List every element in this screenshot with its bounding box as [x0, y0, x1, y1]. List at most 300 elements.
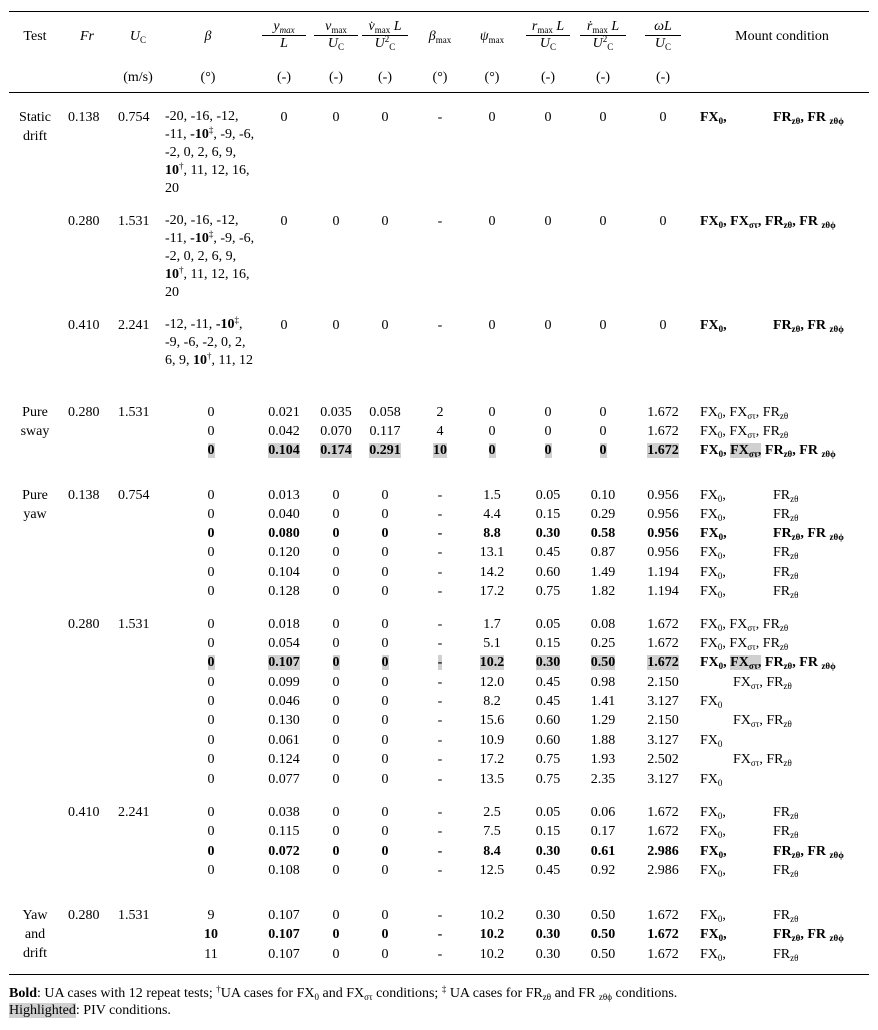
psimax-cell: 8.4	[483, 844, 501, 859]
omega-cell: 1.672	[647, 655, 679, 670]
vdot-cell: 0	[381, 636, 389, 651]
footnote-2: Highlighted: PIV conditions.	[9, 1003, 171, 1018]
vdot-cell: 0	[381, 844, 389, 859]
rmax-cell: 0.75	[535, 752, 561, 767]
betamax-cell: -	[437, 584, 443, 599]
vdot-cell: 0	[381, 507, 389, 522]
ymax-cell: 0.128	[268, 584, 300, 599]
unit-ymax: (-)	[277, 70, 291, 85]
betamax-cell: -	[437, 824, 443, 839]
vmax-cell: 0	[332, 617, 340, 632]
mount-cell: $FX_0$	[700, 733, 723, 749]
rmax-cell: 0	[544, 318, 552, 333]
vdot-cell: 0.117	[369, 424, 401, 439]
beta-cell: 0	[207, 675, 215, 690]
beta-list: -12, -11, -10‡, -9, -6, -2, 0, 2, 6, 9, 10†, 11, 12	[165, 315, 253, 368]
vmax-cell: 0	[332, 636, 340, 651]
unit-vdot: (-)	[378, 70, 392, 85]
beta-cell: 0	[207, 488, 215, 503]
rmax-cell: 0	[544, 214, 552, 229]
ymax-cell: 0.130	[268, 713, 300, 728]
mount-cell: $FX_0$, $FX_{\sigma\tau}$, $FR_{z\theta}$	[700, 617, 789, 633]
betamax-cell: -	[437, 507, 443, 522]
group-pure-yaw: Pure yaw	[22, 488, 48, 522]
rdot-cell: 2.35	[590, 772, 616, 787]
uc-cell: 1.531	[118, 617, 150, 632]
beta-cell: 0	[207, 824, 215, 839]
psimax-cell: 1.7	[483, 617, 501, 632]
psimax-cell: 8.8	[483, 526, 501, 541]
rdot-cell: 1.41	[590, 694, 616, 709]
beta-cell: 0	[207, 424, 215, 439]
rmax-cell: 0	[544, 405, 552, 420]
vmax-cell: 0	[332, 545, 340, 560]
rdot-cell: 0.92	[590, 863, 616, 878]
omega-cell: 0	[659, 214, 667, 229]
betamax-cell: -	[437, 565, 443, 580]
fr-cell: 0.280	[68, 908, 100, 923]
rmax-cell: 0.75	[535, 584, 561, 599]
betamax-cell: -	[437, 805, 443, 820]
mount-cell: $FX_0$	[700, 772, 723, 788]
mount-cell: $FR_{z\theta}$	[773, 584, 799, 600]
ymax-cell: 0.115	[268, 824, 300, 839]
omega-cell: 3.127	[647, 694, 679, 709]
rmax-cell: 0.15	[535, 507, 561, 522]
ymax-cell: 0.124	[268, 752, 300, 767]
rdot-cell: 0	[599, 110, 607, 125]
psimax-cell: 0	[488, 443, 496, 458]
psimax-cell: 4.4	[483, 507, 501, 522]
beta-cell: 0	[207, 545, 215, 560]
uc-cell: 2.241	[118, 805, 150, 820]
psimax-cell: 12.5	[479, 863, 505, 878]
mount-cell: $FX_0$	[700, 694, 723, 710]
rdot-cell: 0.87	[590, 545, 616, 560]
rmax-cell: 0.45	[535, 694, 561, 709]
mount-cell: $FX_0$,	[700, 844, 727, 860]
uc-cell: 1.531	[118, 405, 150, 420]
omega-cell: 1.194	[647, 584, 679, 599]
header-rdot: ṙ$_{max}$ L $U^2_C$	[580, 19, 626, 52]
omega-cell: 1.672	[647, 805, 679, 820]
psimax-cell: 7.5	[483, 824, 501, 839]
header-test: Test	[23, 29, 47, 44]
uc-cell: 0.754	[118, 110, 150, 125]
mount-cell: $FR_{z\theta}$	[773, 947, 799, 963]
vmax-cell: 0	[332, 863, 340, 878]
mount-cell: $FX_0$,	[700, 488, 726, 504]
rmax-cell: 0.15	[535, 824, 561, 839]
ymax-cell: 0.061	[268, 733, 300, 748]
psimax-cell: 15.6	[479, 713, 505, 728]
psimax-cell: 0	[488, 110, 496, 125]
betamax-cell: -	[437, 545, 443, 560]
rmax-cell: 0.75	[535, 772, 561, 787]
beta-cell: 0	[207, 863, 215, 878]
mount-cell: $FX_0$,	[700, 584, 726, 600]
rdot-cell: 0.50	[590, 927, 616, 942]
beta-cell: 0	[207, 526, 215, 541]
mount-cell: $FR_{z\theta}$	[773, 863, 799, 879]
header-vmax: $v_{max}$ $U_C$	[314, 19, 358, 52]
header-ymax: $y_{max}$ L	[262, 19, 306, 52]
vmax-cell: 0	[332, 713, 340, 728]
mount-cell: $FR_{z\theta}$	[773, 565, 799, 581]
ymax-cell: 0.107	[268, 927, 300, 942]
psimax-cell: 13.5	[479, 772, 505, 787]
omega-cell: 2.986	[647, 844, 679, 859]
ymax-cell: 0.107	[268, 908, 300, 923]
vmax-cell: 0	[332, 927, 340, 942]
mount-cell: $FX_0$, $FX_{\sigma\tau}$, $FR_{z\theta}$	[700, 636, 789, 652]
betamax-cell: -	[437, 863, 443, 878]
vdot-cell: 0	[381, 694, 389, 709]
vdot-cell: 0	[381, 545, 389, 560]
rmax-cell: 0.30	[535, 908, 561, 923]
rdot-cell: 0.17	[590, 824, 616, 839]
group-static-drift: Static drift	[19, 110, 51, 144]
beta-cell: 0	[207, 507, 215, 522]
mount-cell: $FR_{z\theta}$	[773, 824, 799, 840]
vdot-cell: 0	[381, 824, 389, 839]
ymax-cell: 0.038	[268, 805, 300, 820]
unit-vmax: (-)	[329, 70, 343, 85]
omega-cell: 2.150	[647, 675, 679, 690]
vdot-cell: 0	[381, 927, 389, 942]
omega-cell: 3.127	[647, 733, 679, 748]
omega-cell: 1.672	[647, 405, 679, 420]
betamax-cell: -	[437, 675, 443, 690]
omega-cell: 1.194	[647, 565, 679, 580]
vdot-cell: 0	[381, 565, 389, 580]
vmax-cell: 0	[332, 318, 340, 333]
beta-cell: 0	[207, 752, 215, 767]
psimax-cell: 14.2	[479, 565, 505, 580]
mount-cell: $FX_0$,	[700, 507, 726, 523]
psimax-cell: 10.2	[479, 655, 505, 670]
ymax-cell: 0.046	[268, 694, 300, 709]
rdot-cell: 1.29	[590, 713, 616, 728]
psimax-cell: 0	[488, 214, 496, 229]
ymax-cell: 0.099	[268, 675, 300, 690]
ymax-cell: 0.104	[268, 443, 300, 458]
vmax-cell: 0	[332, 824, 340, 839]
vdot-cell: 0	[381, 805, 389, 820]
fr-cell: 0.280	[68, 405, 100, 420]
psimax-cell: 12.0	[479, 675, 505, 690]
rmax-cell: 0.60	[535, 733, 561, 748]
mount-cell: $FR_{z\theta}$, FR $_{z\theta\phi}$	[773, 927, 844, 943]
betamax-cell: 10	[433, 443, 447, 458]
rmax-cell: 0.30	[535, 844, 561, 859]
vdot-cell: 0	[381, 584, 389, 599]
betamax-cell: 2	[436, 405, 444, 420]
rdot-cell: 0.10	[590, 488, 616, 503]
fr-cell: 0.280	[68, 214, 100, 229]
header-beta-unit: (°)	[200, 70, 216, 85]
psimax-cell: 0	[488, 424, 496, 439]
beta-cell: 0	[207, 617, 215, 632]
vdot-cell: 0	[381, 214, 389, 229]
rmax-cell: 0.05	[535, 805, 561, 820]
omega-cell: 1.672	[647, 908, 679, 923]
mount-cell: $FX_0$, $FX_{\sigma\tau}$, $FR_{z\theta}$, FR $_{z\theta\phi}$	[700, 655, 836, 671]
omega-cell: 1.672	[647, 824, 679, 839]
rmax-cell: 0.45	[535, 863, 561, 878]
group-yaw-and-drift: Yaw and drift	[22, 908, 48, 961]
betamax-cell: -	[437, 617, 443, 632]
beta-cell: 0	[207, 694, 215, 709]
betamax-cell: -	[437, 713, 443, 728]
table-header-rule	[9, 92, 869, 93]
psimax-cell: 13.1	[479, 545, 505, 560]
unit-rdot: (-)	[596, 70, 610, 85]
fr-cell: 0.138	[68, 488, 100, 503]
ymax-cell: 0.077	[268, 772, 300, 787]
betamax-cell: -	[437, 526, 443, 541]
beta-list: -20, -16, -12, -11, -10‡, -9, -6, -2, 0, 2, 6, 9, 10†, 11, 12, 16, 20	[165, 213, 255, 300]
mount-cell: $FX_0$, $FX_{\sigma\tau}$, $FR_{z\theta}$, FR $_{z\theta\phi}$	[700, 443, 836, 459]
vmax-cell: 0	[332, 214, 340, 229]
omega-cell: 0	[659, 110, 667, 125]
ymax-cell: 0.021	[268, 405, 300, 420]
omega-cell: 2.986	[647, 863, 679, 878]
omega-cell: 0.956	[647, 545, 679, 560]
vdot-cell: 0	[381, 675, 389, 690]
ymax-cell: 0.108	[268, 863, 300, 878]
uc-cell: 0.754	[118, 488, 150, 503]
ymax-cell: 0.013	[268, 488, 300, 503]
psimax-cell: 10.2	[479, 927, 505, 942]
psimax-cell: 17.2	[479, 752, 505, 767]
rdot-cell: 0	[599, 443, 607, 458]
betamax-cell: -	[437, 110, 443, 125]
rmax-cell: 0.30	[535, 947, 561, 962]
vdot-cell: 0	[381, 617, 389, 632]
mount-cell: $FR_{z\theta}$, FR $_{z\theta\phi}$	[773, 526, 844, 542]
psimax-cell: 17.2	[479, 584, 505, 599]
beta-cell: 0	[207, 405, 215, 420]
omega-cell: 0.956	[647, 488, 679, 503]
ymax-cell: 0.107	[268, 947, 300, 962]
fr-cell: 0.280	[68, 617, 100, 632]
rmax-cell: 0.60	[535, 565, 561, 580]
unit-rmax: (-)	[541, 70, 555, 85]
rmax-cell: 0.05	[535, 617, 561, 632]
omega-cell: 1.672	[647, 636, 679, 651]
ymax-cell: 0	[280, 318, 288, 333]
vdot-cell: 0	[381, 655, 389, 670]
betamax-cell: -	[437, 214, 443, 229]
mount-cell: $FX_0$,	[700, 318, 727, 334]
psimax-cell: 0	[488, 318, 496, 333]
header-uc-unit: (m/s)	[123, 70, 153, 85]
omega-cell: 0.956	[647, 526, 679, 541]
mount-cell: $FR_{z\theta}$	[773, 545, 799, 561]
fr-cell: 0.138	[68, 110, 100, 125]
vmax-cell: 0.174	[320, 443, 352, 458]
psimax-cell: 8.2	[483, 694, 501, 709]
ymax-cell: 0	[280, 214, 288, 229]
vmax-cell: 0	[332, 752, 340, 767]
header-psimax: $\psi_{max}$	[479, 29, 505, 45]
betamax-cell: -	[437, 318, 443, 333]
beta-cell: 0	[207, 713, 215, 728]
mount-cell: $FX_0$,	[700, 947, 726, 963]
rdot-cell: 0.98	[590, 675, 616, 690]
fr-cell: 0.410	[68, 318, 100, 333]
vmax-cell: 0	[332, 655, 340, 670]
mount-cell: $FX_0$, $FX_{\sigma\tau}$, $FR_{z\theta}$	[700, 405, 789, 421]
rmax-cell: 0.60	[535, 713, 561, 728]
beta-list: -20, -16, -12, -11, -10‡, -9, -6, -2, 0, 2, 6, 9, 10†, 11, 12, 16, 20	[165, 109, 255, 196]
vmax-cell: 0	[332, 694, 340, 709]
omega-cell: 0	[659, 318, 667, 333]
mount-cell: $FX_0$, $FX_{\sigma\tau}$, $FR_{z\theta}$	[700, 424, 789, 440]
vdot-cell: 0.058	[369, 405, 401, 420]
mount-cell: $FR_{z\theta}$	[773, 488, 799, 504]
fr-cell: 0.410	[68, 805, 100, 820]
rdot-cell: 0.58	[590, 526, 616, 541]
mount-cell: $FX_{\sigma\tau}$, $FR_{z\theta}$	[733, 675, 792, 691]
vmax-cell: 0	[332, 675, 340, 690]
vmax-cell: 0	[332, 565, 340, 580]
mount-cell: $FX_{\sigma\tau}$, $FR_{z\theta}$	[733, 752, 792, 768]
rdot-cell: 1.82	[590, 584, 616, 599]
betamax-cell: -	[437, 908, 443, 923]
unit-omega: (-)	[656, 70, 670, 85]
beta-cell: 0	[207, 733, 215, 748]
omega-cell: 3.127	[647, 772, 679, 787]
rmax-cell: 0	[544, 110, 552, 125]
header-betamax: $\beta_{max}$	[428, 29, 452, 45]
ymax-cell: 0.018	[268, 617, 300, 632]
omega-cell: 0.956	[647, 507, 679, 522]
mount-cell: $FX_0$,	[700, 565, 726, 581]
betamax-cell: -	[437, 752, 443, 767]
betamax-cell: -	[437, 927, 443, 942]
beta-cell: 11	[204, 947, 218, 962]
mount-cell: $FX_0$,	[700, 863, 726, 879]
ymax-cell: 0.040	[268, 507, 300, 522]
rdot-cell: 0.50	[590, 947, 616, 962]
beta-cell: 0	[207, 584, 215, 599]
ymax-cell: 0	[280, 110, 288, 125]
vdot-cell: 0	[381, 863, 389, 878]
ymax-cell: 0.054	[268, 636, 300, 651]
omega-cell: 1.672	[647, 617, 679, 632]
vmax-cell: 0.035	[320, 405, 352, 420]
ymax-cell: 0.072	[268, 844, 300, 859]
vmax-cell: 0	[332, 947, 340, 962]
unit-betamax: (°)	[432, 70, 448, 85]
vmax-cell: 0	[332, 908, 340, 923]
vmax-cell: 0	[332, 507, 340, 522]
uc-cell: 1.531	[118, 214, 150, 229]
ymax-cell: 0.107	[268, 655, 300, 670]
ymax-cell: 0.042	[268, 424, 300, 439]
beta-cell: 9	[207, 908, 215, 923]
rdot-cell: 0	[599, 318, 607, 333]
betamax-cell: 4	[436, 424, 444, 439]
rmax-cell: 0.30	[535, 526, 561, 541]
rmax-cell: 0	[544, 443, 552, 458]
mount-cell: $FX_0$,	[700, 526, 727, 542]
psimax-cell: 5.1	[483, 636, 501, 651]
vmax-cell: 0	[332, 733, 340, 748]
vmax-cell: 0.070	[320, 424, 352, 439]
vmax-cell: 0	[332, 584, 340, 599]
rdot-cell: 0	[599, 405, 607, 420]
mount-cell: $FR_{z\theta}$, FR $_{z\theta\phi}$	[773, 318, 844, 334]
psimax-cell: 10.9	[479, 733, 505, 748]
header-vdot: $v̇_{max}$ L $U^2_C$	[362, 19, 408, 52]
psimax-cell: 10.2	[479, 908, 505, 923]
vdot-cell: 0	[381, 713, 389, 728]
mount-cell: $FX_0$,	[700, 927, 727, 943]
mount-cell: $FX_0$,	[700, 805, 726, 821]
uc-cell: 2.241	[118, 318, 150, 333]
mount-cell: $FX_0$,	[700, 824, 726, 840]
betamax-cell: -	[437, 488, 443, 503]
betamax-cell: -	[437, 636, 443, 651]
beta-cell: 0	[207, 772, 215, 787]
rdot-cell: 1.93	[590, 752, 616, 767]
vmax-cell: 0	[332, 844, 340, 859]
rmax-cell: 0.05	[535, 488, 561, 503]
rdot-cell: 0	[599, 424, 607, 439]
mount-cell: $FR_{z\theta}$	[773, 507, 799, 523]
rdot-cell: 0.50	[590, 908, 616, 923]
omega-cell: 2.502	[647, 752, 679, 767]
vmax-cell: 0	[332, 110, 340, 125]
omega-cell: 1.672	[647, 443, 679, 458]
psimax-cell: 1.5	[483, 488, 501, 503]
rmax-cell: 0.45	[535, 545, 561, 560]
mount-cell: $FX_0$, $FX_{\sigma\tau}$, $FR_{z\theta}$, FR $_{z\theta\phi}$	[700, 214, 836, 230]
omega-cell: 2.150	[647, 713, 679, 728]
beta-cell: 0	[207, 636, 215, 651]
betamax-cell: -	[437, 844, 443, 859]
uc-cell: 1.531	[118, 908, 150, 923]
rdot-cell: 0	[599, 214, 607, 229]
beta-cell: 0	[207, 805, 215, 820]
table-bottom-rule	[9, 974, 869, 975]
rdot-cell: 1.49	[590, 565, 616, 580]
omega-cell: 1.672	[647, 947, 679, 962]
ymax-cell: 0.104	[268, 565, 300, 580]
beta-cell: 0	[207, 565, 215, 580]
vdot-cell: 0	[381, 947, 389, 962]
betamax-cell: -	[437, 733, 443, 748]
mount-cell: $FX_0$,	[700, 545, 726, 561]
rdot-cell: 0.50	[590, 655, 616, 670]
ymax-cell: 0.080	[268, 526, 300, 541]
header-fr: Fr	[80, 29, 94, 44]
ymax-cell: 0.120	[268, 545, 300, 560]
vdot-cell: 0	[381, 733, 389, 748]
rmax-cell: 0	[544, 424, 552, 439]
omega-cell: 1.672	[647, 424, 679, 439]
table-top-rule	[9, 11, 869, 12]
psimax-cell: 10.2	[479, 947, 505, 962]
betamax-cell: -	[437, 947, 443, 962]
mount-cell: $FR_{z\theta}$	[773, 805, 799, 821]
vmax-cell: 0	[332, 772, 340, 787]
mount-cell: $FR_{z\theta}$	[773, 908, 799, 924]
rmax-cell: 0.15	[535, 636, 561, 651]
